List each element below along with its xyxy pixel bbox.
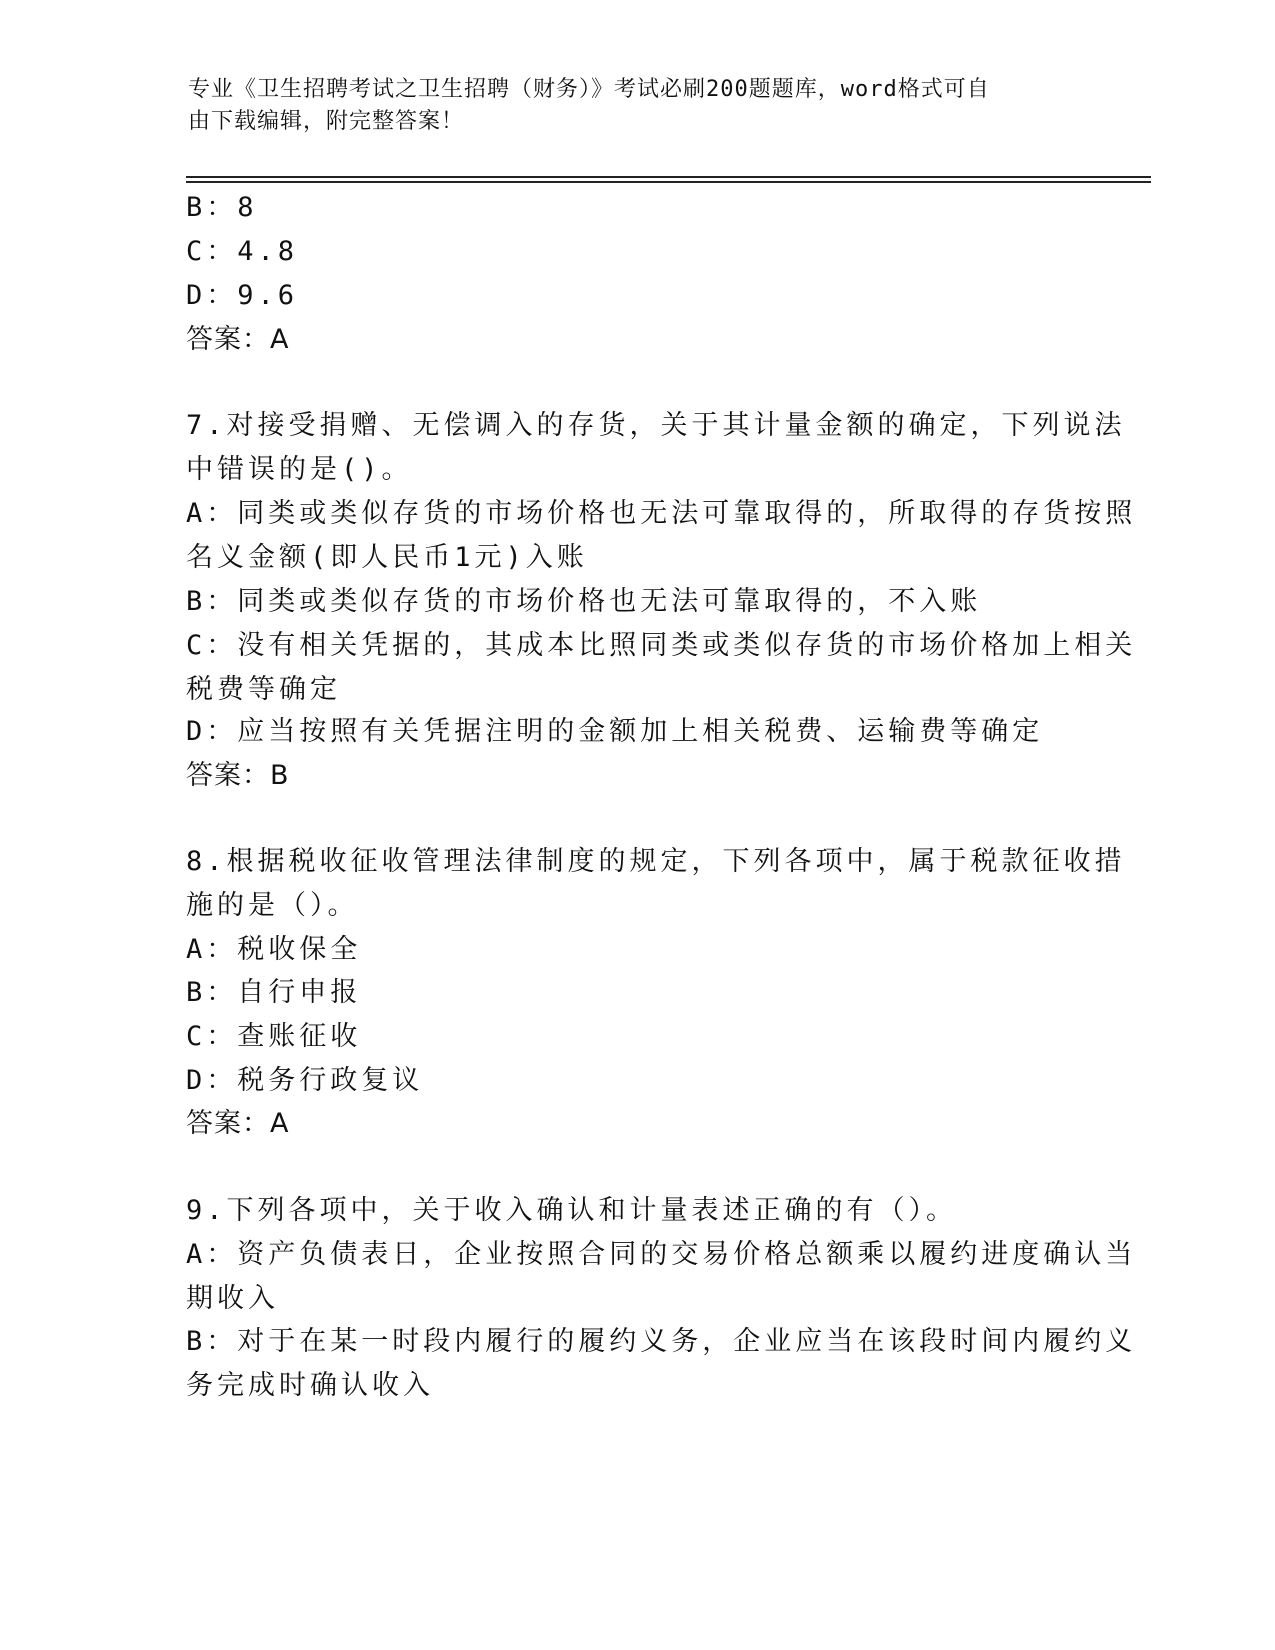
q7-answer: 答案：B xyxy=(186,760,290,791)
q8-option-c: C：查账征收 xyxy=(186,1021,362,1052)
q7-option-c-line-2: 税费等确定 xyxy=(186,674,341,705)
header-divider-top xyxy=(186,176,1151,178)
q6-answer: 答案：A xyxy=(186,324,290,355)
header-line-2: 由下载编辑，附完整答案！ xyxy=(188,109,465,134)
q9-option-a-line-1: A：资产负债表日，企业按照合同的交易价格总额乘以履约进度确认当 xyxy=(186,1239,1137,1270)
q6-option-d: D：9.6 xyxy=(186,280,299,311)
q9-stem: 9.下列各项中，关于收入确认和计量表述正确的有（）。 xyxy=(186,1195,958,1226)
q7-option-a-line-1: A：同类或类似存货的市场价格也无法可靠取得的，所取得的存货按照 xyxy=(186,498,1137,529)
q8-option-b: B：自行申报 xyxy=(186,977,362,1008)
header-line-1: 专业《卫生招聘考试之卫生招聘（财务）》考试必刷200题题库，word格式可自 xyxy=(188,77,990,102)
q8-stem-line-2: 施的是（）。 xyxy=(186,890,359,921)
q7-option-d: D：应当按照有关凭据注明的金额加上相关税费、运输费等确定 xyxy=(186,716,1044,747)
q7-option-c-line-1: C：没有相关凭据的，其成本比照同类或类似存货的市场价格加上相关 xyxy=(186,630,1137,661)
q6-option-b: B：8 xyxy=(186,192,258,223)
q8-option-d: D：税务行政复议 xyxy=(186,1065,424,1096)
q8-answer: 答案：A xyxy=(186,1108,290,1139)
q8-option-a: A：税收保全 xyxy=(186,934,362,965)
q7-stem-line-1: 7.对接受捐赠、无偿调入的存货，关于其计量金额的确定，下列说法 xyxy=(186,410,1126,441)
header-divider-bottom xyxy=(186,181,1151,183)
q9-option-b-line-2: 务完成时确认收入 xyxy=(186,1370,434,1401)
q8-stem-line-1: 8.根据税收征收管理法律制度的规定，下列各项中，属于税款征收措 xyxy=(186,846,1126,877)
q7-stem-line-2: 中错误的是()。 xyxy=(186,454,413,485)
q7-option-a-line-2: 名义金额(即人民币1元)入账 xyxy=(186,542,588,573)
q9-option-b-line-1: B：对于在某一时段内履行的履约义务，企业应当在该段时间内履约义 xyxy=(186,1326,1137,1357)
q7-option-b: B：同类或类似存货的市场价格也无法可靠取得的，不入账 xyxy=(186,586,982,617)
document-header xyxy=(188,74,1068,138)
q6-option-c: C：4.8 xyxy=(186,236,299,267)
q9-option-a-line-2: 期收入 xyxy=(186,1283,279,1314)
